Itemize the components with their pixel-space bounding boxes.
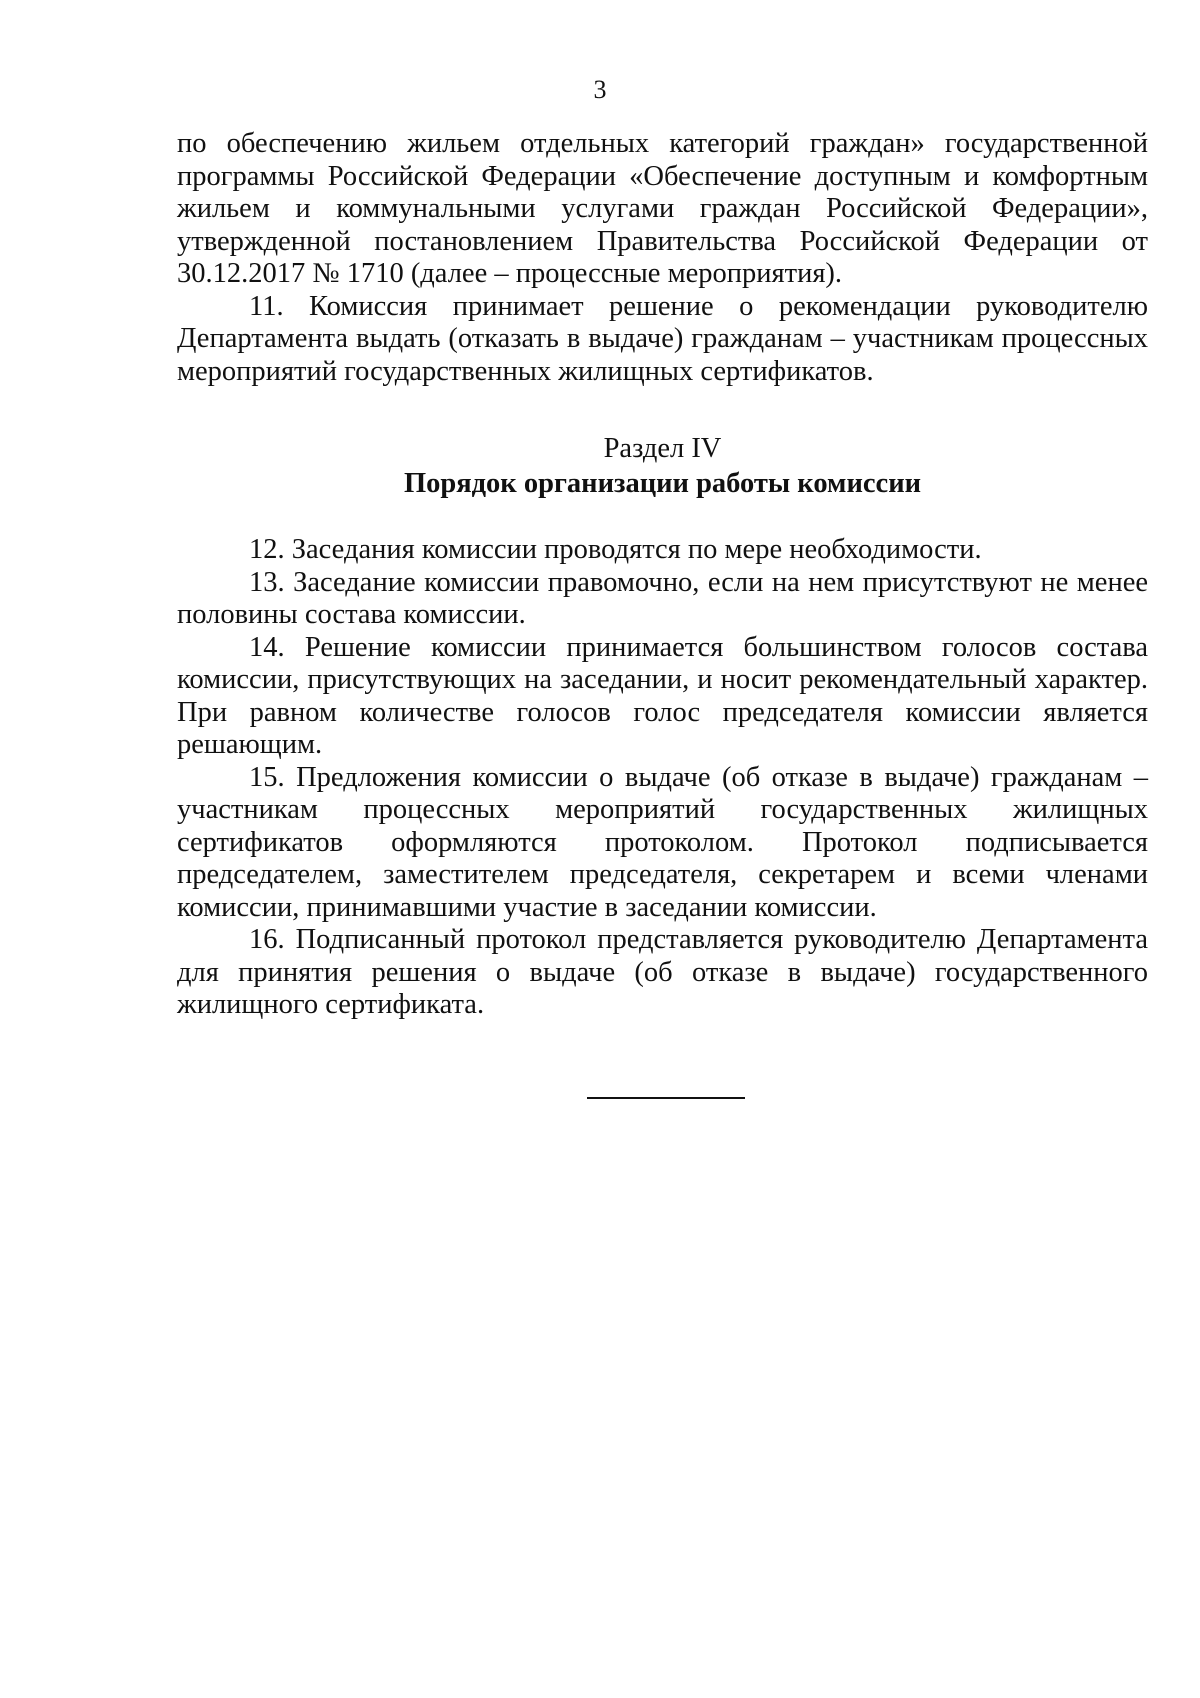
paragraph-13: 13. Заседание комиссии правомочно, если на нем присутствуют не менее половины состава комиссии. [177, 566, 1148, 630]
paragraph-11: 11. Комиссия принимает решение о рекомендации руководителю Департамента выдать (отказать в выдаче) гражданам – участникам процессных мероприятий государственных жилищных сертификатов. [177, 290, 1148, 387]
section-heading [177, 431, 1148, 501]
paragraph-continuation: по обеспечению жильем отдельных категорий граждан» государственной программы Российской Федерации «Обеспечение доступным и комфортным жильем и коммунальными услугами граждан Российской Федерации», утвержденной постановлением Правительства Российской Федерации от 30.12.2017 № 1710 (далее – процессные мероприятия). [177, 128, 1148, 289]
end-of-document-rule [587, 1097, 745, 1099]
paragraph-12: 12. Заседания комиссии проводятся по мере необходимости. [249, 534, 982, 565]
section-label: Раздел IV [603, 433, 722, 464]
page-number: 3 [593, 75, 607, 104]
paragraph-15: 15. Предложения комиссии о выдаче (об отказе в выдаче) гражданам – участникам процессных мероприятий государственных жилищных сертификатов оформляются протоколом. Протокол подписывается председателем, заместителем председателя, секретарем и всеми членами комиссии, принимавшими участие в заседании комиссии. [177, 761, 1148, 923]
paragraph-14: 14. Решение комиссии принимается большинством голосов состава комиссии, присутствующих на заседании, и носит рекомендательный характер. При равном количестве голосов голос председателя комиссии является решающим. [177, 631, 1148, 760]
paragraph-16: 16. Подписанный протокол представляется руководителю Департамента для принятия решения о выдаче (об отказе в выдаче) государственного жилищного сертификата. [177, 924, 1148, 1020]
document-body [177, 128, 1148, 1022]
section-title: Порядок организации работы комиссии [403, 468, 922, 499]
